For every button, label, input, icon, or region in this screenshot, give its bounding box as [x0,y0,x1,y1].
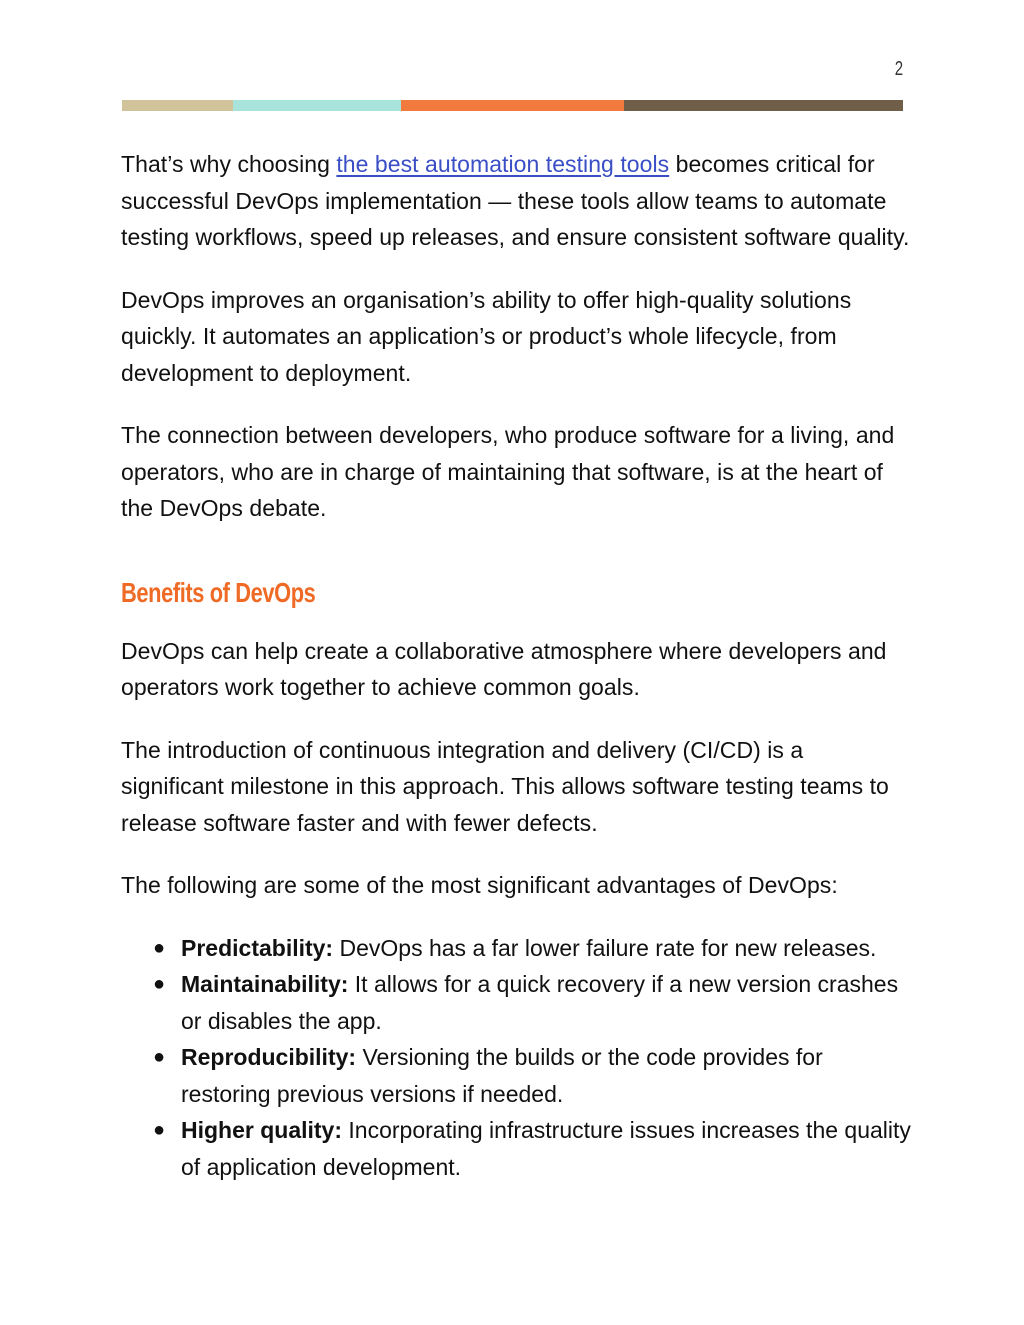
list-item-term: Maintainability: [181,971,349,997]
band-segment-tan [122,100,233,111]
band-segment-orange [401,100,624,111]
section-heading-benefits: Benefits of DevOps [121,576,316,608]
automation-testing-tools-link[interactable]: the best automation testing tools [336,151,670,177]
band-segment-brown [624,100,903,111]
bullet-icon: ● [153,973,166,995]
list-item-text: It allows for a quick recovery if a new version crashes or disables the app. [181,971,899,1034]
bullet-icon: ● [153,1046,166,1068]
paragraph-text: becomes critical for successful DevOps implementation — these tools allow teams to automate testing workflows, speed up releases, and ensure consistent software quality. [121,151,910,250]
list-item-term: Higher quality: [181,1117,343,1143]
list-item [121,1039,911,1112]
bullet-icon: ● [153,1119,166,1141]
list-item [121,930,911,967]
advantages-list [121,930,911,1186]
list-item-term: Reproducibility: [181,1044,357,1070]
list-item-text: Incorporating infrastructure issues increases the quality of application development. [181,1117,911,1180]
paragraph-devops-improves: DevOps improves an organisation’s ability to offer high-quality solutions quickly. It automates an application’s or product’s whole lifecycle, from development to deployment. [121,286,852,386]
document-body [121,146,911,1185]
paragraph-connection: The connection between developers, who produce software for a living, and operators, who are in charge of maintaining that software, is at the heart of the DevOps debate. [121,422,895,521]
paragraph-automation-tools [121,146,911,256]
paragraph-text: That’s why choosing [121,151,337,177]
list-item [121,1112,911,1185]
paragraph-collaborative: DevOps can help create a collaborative atmosphere where developers and operators work together to achieve common goals. [121,637,887,700]
page-number: 2 [894,58,903,80]
list-item-text: DevOps has a far lower failure rate for new releases. [333,934,877,961]
decorative-color-band [122,100,903,111]
paragraph-cicd: The introduction of continuous integration and delivery (CI/CD) is a significant milestone in this approach. This allows software testing teams to release software faster and with fewer defects. [121,736,889,836]
list-item-term: Predictability: [181,934,334,961]
list-item-text: Versioning the builds or the code provides for restoring previous versions if needed. [181,1044,823,1107]
list-item [121,966,911,1039]
paragraph-advantages-intro: The following are some of the most significant advantages of DevOps: [121,872,838,898]
band-segment-aqua [233,100,401,111]
bullet-icon: ● [153,936,166,959]
